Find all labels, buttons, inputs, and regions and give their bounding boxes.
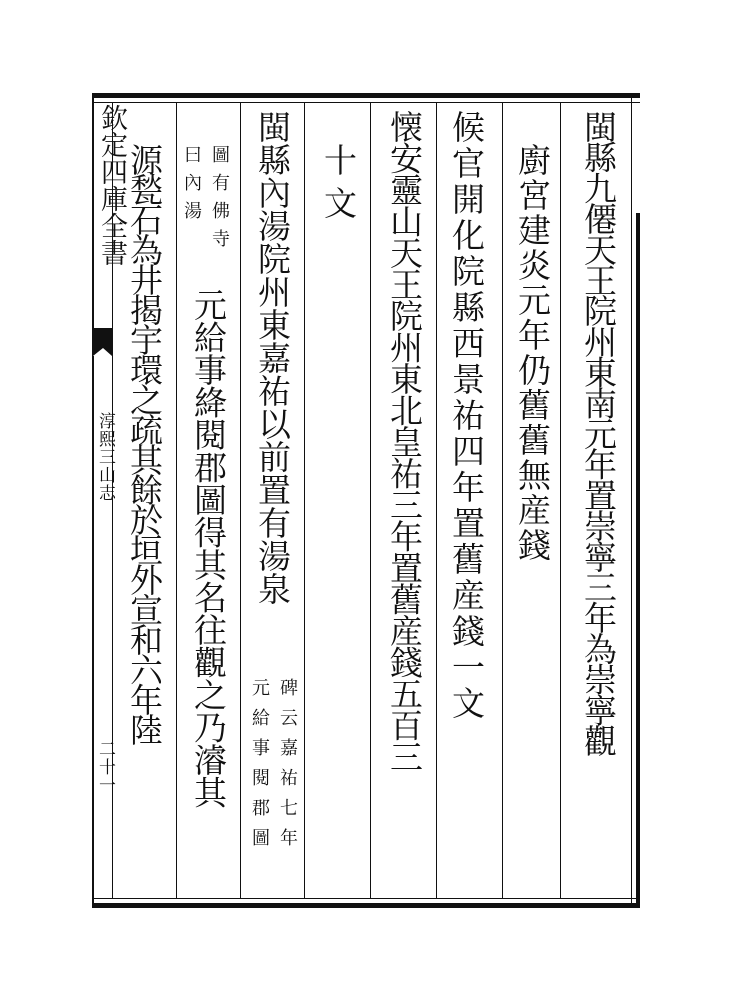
text-column-1: 閩縣九僊天王院州東南元年置崇寧三年為崇寧觀	[579, 110, 618, 755]
column-divider	[176, 103, 177, 898]
frame-bottom-thin	[92, 898, 640, 899]
column-divider	[370, 103, 371, 898]
frame-right-thin	[631, 98, 632, 903]
column-divider	[304, 103, 305, 898]
frame-top-thin	[92, 102, 640, 103]
collection-title: 欽定四庫全書	[96, 104, 127, 266]
frame-top-thick	[92, 93, 640, 98]
text-column-3: 候官開化院縣西景祐四年置舊産錢一文	[447, 110, 486, 722]
text-column-4: 懐安靈山天王院州東北皇祐三年置舊産錢五百三	[385, 110, 424, 772]
note-top-left: 曰內湯	[181, 145, 202, 229]
column-divider	[560, 103, 561, 898]
book-title: 淳熙三山志	[95, 412, 115, 502]
fish-tail-marker	[93, 328, 112, 350]
column-divider	[502, 103, 503, 898]
fish-tail-notch	[93, 348, 112, 356]
frame-bottom-thick	[92, 903, 640, 908]
text-column-8: 源甃石為井揭宇環之疏其餘於垣外宣和六年陸	[125, 143, 164, 743]
frame-right-edge	[636, 213, 640, 908]
column-divider	[240, 103, 241, 898]
column-divider	[436, 103, 437, 898]
text-column-5: 十文	[319, 143, 358, 229]
page-number: 二十一	[95, 740, 115, 794]
note-right: 碑云嘉祐七年	[277, 678, 298, 858]
text-column-7: 元給事絳閱郡圖得其名往觀之乃濬其	[189, 288, 228, 808]
text-column-2: 廚宮建炎元年仍舊舊無産錢	[513, 143, 552, 563]
note-top-right: 圖有佛寺	[209, 145, 230, 257]
text-column-6: 閩縣內湯院州東嘉祐以前置有湯泉	[253, 110, 292, 605]
note-left: 元給事閱郡圖	[249, 678, 270, 858]
